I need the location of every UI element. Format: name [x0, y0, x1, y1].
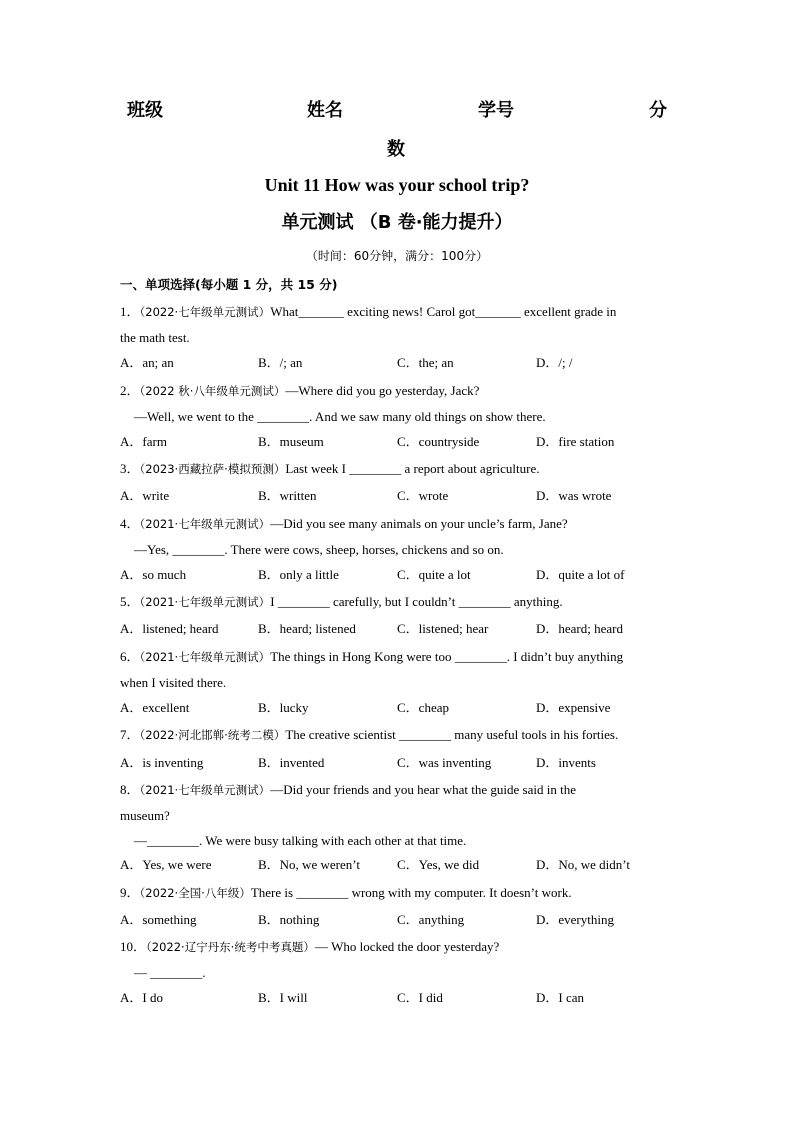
unit-title: Unit 11 How was your school trip?	[264, 175, 530, 195]
question-4-options	[120, 566, 680, 583]
question-source: （2022·七年级单元测试）	[139, 305, 271, 319]
question-6-options	[120, 699, 680, 716]
option-a: A．excellent	[120, 700, 190, 715]
option-b: B．only a little	[258, 567, 339, 582]
question-number: 9．	[120, 885, 140, 900]
question-source: （2021·七年级单元测试）	[139, 595, 271, 609]
question-6-line-2: when I visited there.	[120, 675, 227, 690]
option-b: B．nothing	[258, 912, 320, 927]
question-9-options	[120, 911, 680, 928]
option-b: B．I will	[258, 990, 308, 1005]
question-number: 7．	[120, 727, 140, 742]
question-source: （2021·七年级单元测试）	[139, 650, 271, 664]
option-d: D．I can	[536, 990, 585, 1005]
question-source: （2021·七年级单元测试）	[139, 517, 271, 531]
question-10-line-2: — ________.	[134, 965, 206, 980]
question-6	[120, 648, 680, 666]
question-number: 2．	[120, 383, 140, 398]
option-c: C．the; an	[397, 355, 454, 370]
name-label: 姓名	[307, 100, 343, 121]
question-source: （2022·全国·八年级）	[139, 886, 251, 900]
option-d: D．fire station	[536, 434, 615, 449]
student-info-row	[0, 96, 794, 122]
option-b: B．heard; listened	[258, 621, 356, 636]
option-b: B．museum	[258, 434, 324, 449]
option-a: A．an; an	[120, 355, 174, 370]
option-d: D．everything	[536, 912, 614, 927]
option-c: C．countryside	[397, 434, 480, 449]
option-a: A．I do	[120, 990, 163, 1005]
option-c: C．listened; hear	[397, 621, 489, 636]
question-8-options	[120, 856, 680, 873]
time-note: （时间：60分钟，满分：100分）	[305, 249, 489, 263]
question-10	[120, 938, 680, 956]
question-number: 4．	[120, 516, 140, 531]
question-text: —Did you see many animals on your uncle’s farm, Jane?	[270, 516, 568, 531]
option-b: B．No, we weren’t	[258, 857, 360, 872]
option-c: C．cheap	[397, 700, 449, 715]
question-10-options	[120, 989, 680, 1006]
option-c: C．was inventing	[397, 755, 492, 770]
question-3	[120, 460, 680, 478]
question-text: The creative scientist ________ many useful tools in his forties.	[285, 727, 619, 742]
question-8-line-3: —________. We were busy talking with each other at that time.	[134, 833, 467, 848]
question-2-line-2: —Well, we went to the ________. And we saw many old things on show there.	[134, 409, 546, 424]
option-d: D．No, we didn’t	[536, 857, 631, 872]
option-d: D．invents	[536, 755, 596, 770]
question-1-options	[120, 354, 680, 371]
question-text: —Where did you go yesterday, Jack?	[285, 383, 480, 398]
option-d: D．quite a lot of	[536, 567, 625, 582]
option-a: A．farm	[120, 434, 167, 449]
option-d: D．expensive	[536, 700, 611, 715]
option-c: C．Yes, we did	[397, 857, 480, 872]
question-text: Last week I ________ a report about agriculture.	[285, 461, 540, 476]
option-d: D．was wrote	[536, 488, 612, 503]
student-id-label: 学号	[478, 100, 514, 121]
question-source: （2023·西藏拉萨·模拟预测）	[139, 462, 286, 476]
question-source: （2022 秋·八年级单元测试）	[139, 384, 286, 398]
question-text: — Who locked the door yesterday?	[314, 939, 500, 954]
option-c: C．wrote	[397, 488, 449, 503]
section-title: 一、单项选择(每小题 1 分，共 15 分)	[120, 277, 338, 292]
option-a: A．Yes, we were	[120, 857, 212, 872]
option-a: A．listened; heard	[120, 621, 219, 636]
question-1	[120, 303, 680, 321]
question-3-options	[120, 487, 680, 504]
option-d: D．heard; heard	[536, 621, 623, 636]
question-7	[120, 726, 680, 744]
question-source: （2022·河北邯郸·统考二模）	[139, 728, 286, 742]
question-number: 1．	[120, 304, 140, 319]
option-a: A．so much	[120, 567, 187, 582]
class-label: 班级	[127, 100, 163, 121]
question-text: There is ________ wrong with my computer. It doesn’t work.	[250, 885, 572, 900]
question-text: The things in Hong Kong were too ________. I didn’t buy anything	[270, 649, 624, 664]
test-title: 单元测试 （B 卷·能力提升）	[281, 212, 513, 233]
option-d: D．/; /	[536, 355, 573, 370]
option-c: C．I did	[397, 990, 443, 1005]
question-8-line-2: museum?	[120, 808, 170, 823]
option-b: B．lucky	[258, 700, 309, 715]
question-2-options	[120, 433, 680, 450]
option-a: A．is inventing	[120, 755, 204, 770]
question-7-options	[120, 754, 680, 771]
question-text: I ________ carefully, but I couldn’t ________ anything.	[270, 594, 563, 609]
question-5-options	[120, 620, 680, 637]
option-c: C．anything	[397, 912, 465, 927]
score-label-wrap: 数	[387, 139, 405, 160]
question-source: （2022·辽宁丹东·统考中考真题）	[146, 940, 315, 954]
question-1-line-2: the math test.	[120, 330, 190, 345]
question-4-line-2: —Yes, ________. There were cows, sheep, horses, chickens and so on.	[134, 542, 504, 557]
question-text: —Did your friends and you hear what the guide said in the	[270, 782, 576, 797]
question-number: 10．	[120, 939, 147, 954]
question-text: What_______ exciting news! Carol got_______ excellent grade in	[270, 304, 617, 319]
score-label: 分	[649, 100, 667, 121]
question-source: （2021·七年级单元测试）	[139, 783, 271, 797]
option-c: C．quite a lot	[397, 567, 471, 582]
question-9	[120, 884, 680, 902]
question-number: 8．	[120, 782, 140, 797]
option-b: B．written	[258, 488, 317, 503]
option-b: B．invented	[258, 755, 325, 770]
question-number: 5．	[120, 594, 140, 609]
option-a: A．write	[120, 488, 170, 503]
question-number: 6．	[120, 649, 140, 664]
question-4	[120, 515, 680, 533]
question-8	[120, 781, 680, 799]
question-5	[120, 593, 680, 611]
option-a: A．something	[120, 912, 197, 927]
option-b: B．/; an	[258, 355, 303, 370]
question-2	[120, 382, 680, 400]
question-number: 3．	[120, 461, 140, 476]
